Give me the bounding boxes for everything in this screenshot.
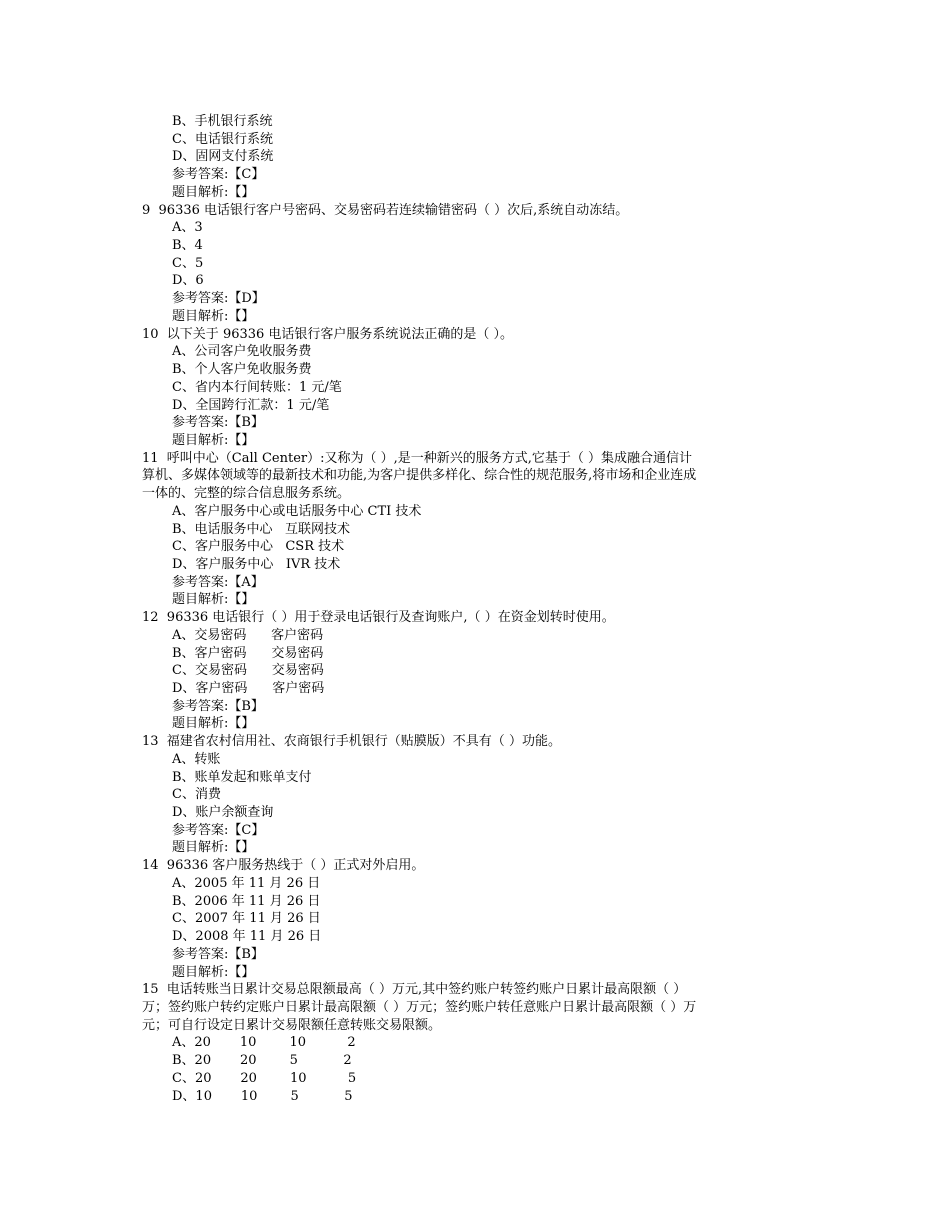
question-line: 9 96336 电话银行客户号密码、交易密码若连续输错密码（ ）次后,系统自动冻结。 [142, 202, 629, 218]
answer-line: 题目解析:【】 [172, 716, 255, 732]
answer-line: C、2007 年 11 月 26 日 [172, 911, 321, 927]
answer-line: D、2008 年 11 月 26 日 [172, 929, 322, 945]
question-line: 12 96336 电话银行（ ）用于登录电话银行及查询账户,（ ）在资金划转时使用。 [142, 610, 615, 626]
answer-line: 题目解析:【】 [172, 308, 255, 324]
question-line: 11 呼叫中心（Call Center）:又称为（ ）,是一种新兴的服务方式,它基于（ ）集成融合通信计 [142, 450, 693, 466]
answer-line: B、4 [172, 238, 203, 254]
question-continuation: 万；签约账户转约定账户日累计最高限额（ ）万元；签约账户转任意账户日累计最高限额（ ）万 [142, 999, 697, 1015]
document-body [0, 113, 950, 1105]
question-continuation: 算机、多媒体领域等的最新技术和功能,为客户提供多样化、综合性的规范服务,将市场和企业连成 [142, 468, 697, 484]
answer-line: 参考答案:【B】 [172, 415, 264, 431]
answer-line: A、3 [172, 220, 203, 236]
answer-line: A、20 10 10 2 [172, 1035, 356, 1051]
answer-line: A、客户服务中心或电话服务中心 CTI 技术 [172, 503, 422, 519]
answer-line: B、客户密码 交易密码 [172, 645, 324, 661]
answer-line: D、全国跨行汇款：1 元/笔 [172, 397, 330, 413]
answer-line: C、交易密码 交易密码 [172, 663, 324, 679]
answer-line: 题目解析:【】 [172, 432, 255, 448]
answer-line: A、公司客户免收服务费 [172, 344, 312, 360]
answer-line: 参考答案:【B】 [172, 946, 264, 962]
answer-line: B、20 20 5 2 [172, 1053, 352, 1069]
answer-line: B、2006 年 11 月 26 日 [172, 893, 321, 909]
answer-line: A、2005 年 11 月 26 日 [172, 875, 321, 891]
answer-line: 题目解析:【】 [172, 964, 255, 980]
answer-line: C、20 20 10 5 [172, 1070, 357, 1086]
answer-line: A、交易密码 客户密码 [172, 627, 324, 643]
question-line: 13 福建省农村信用社、农商银行手机银行（贴膜版）不具有（ ）功能。 [142, 734, 561, 750]
answer-line: C、客户服务中心 CSR 技术 [172, 539, 345, 555]
answer-line: C、电话银行系统 [172, 131, 273, 147]
answer-line: B、手机银行系统 [172, 114, 273, 129]
answer-line: B、个人客户免收服务费 [172, 362, 312, 378]
answer-line: D、6 [172, 273, 204, 289]
answer-line: C、消费 [172, 787, 221, 803]
answer-line: D、10 10 5 5 [172, 1088, 353, 1104]
question-continuation: 一体的、完整的综合信息服务系统。 [142, 486, 351, 502]
answer-line: 题目解析:【】 [172, 184, 255, 200]
answer-line: 参考答案:【C】 [172, 822, 265, 838]
answer-line: 题目解析:【】 [172, 592, 255, 608]
answer-line: D、客户密码 客户密码 [172, 681, 325, 696]
answer-line: 参考答案:【B】 [172, 698, 264, 714]
answer-line: 参考答案:【D】 [172, 291, 265, 307]
answer-line: B、电话服务中心 互联网技术 [172, 521, 350, 537]
question-line: 10 以下关于 96336 电话银行客户服务系统说法正确的是（ ）。 [142, 326, 514, 342]
answer-line: 参考答案:【C】 [172, 167, 265, 183]
question-line: 14 96336 客户服务热线于（ ）正式对外启用。 [142, 858, 425, 874]
answer-line: D、账户余额查询 [172, 805, 274, 821]
answer-line: 参考答案:【A】 [172, 574, 264, 590]
answer-line: A、转账 [172, 751, 221, 767]
answer-line: C、5 [172, 255, 204, 271]
answer-line: B、账单发起和账单支付 [172, 769, 312, 785]
question-line: 15 电话转账当日累计交易总限额最高（ ）万元,其中签约账户转签约账户日累计最高限额（ ） [142, 982, 687, 998]
answer-line: C、省内本行间转账：1 元/笔 [172, 379, 342, 395]
answer-line: D、固网支付系统 [172, 149, 274, 165]
answer-line: 题目解析:【】 [172, 840, 255, 856]
answer-line: D、客户服务中心 IVR 技术 [172, 556, 341, 572]
question-continuation: 元；可自行设定日累计交易限额任意转账交易限额。 [142, 1017, 442, 1033]
